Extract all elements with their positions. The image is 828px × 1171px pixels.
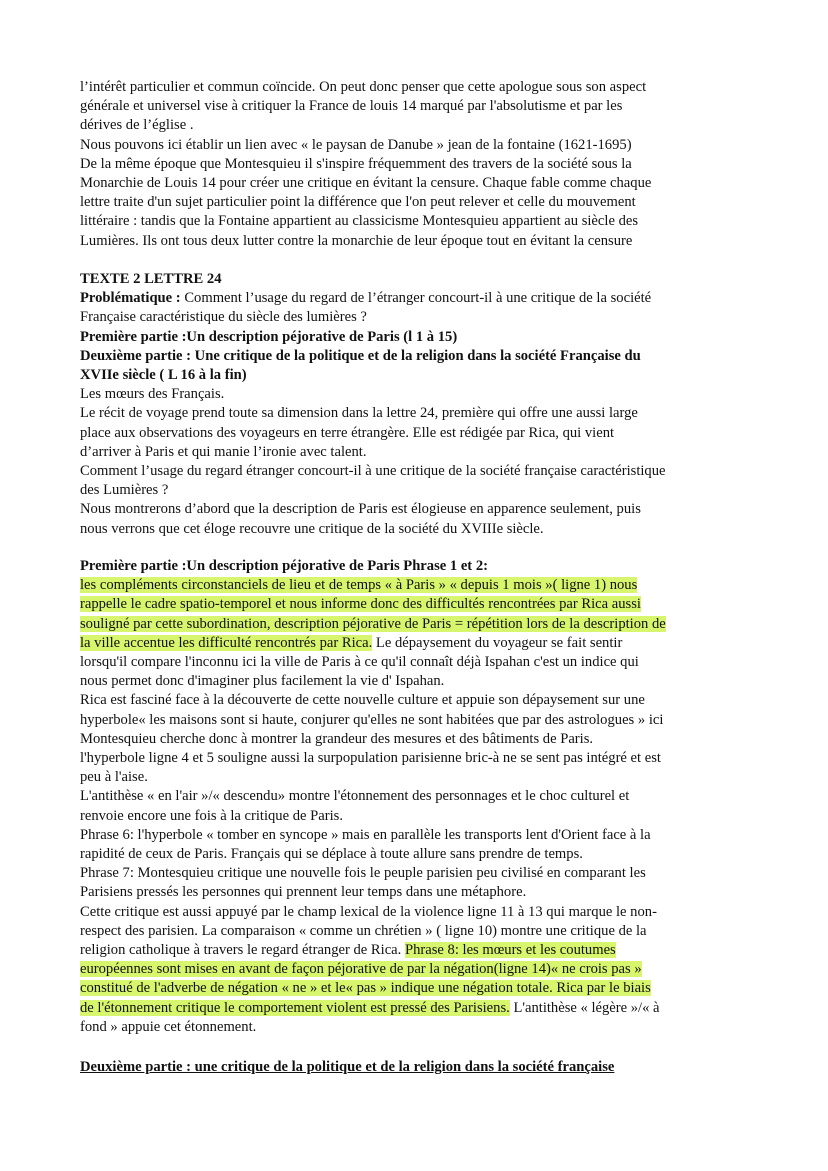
text-line: Phrase 6: l'hyperbole « tomber en syncope » mais en parallèle les transports lent d'Orient face à la <box>80 826 651 843</box>
highlighted-text: constitué de l'adverbe de négation « ne » et le« pas » indique une négation totale. Rica par le biais <box>80 980 651 997</box>
text-line: Rica est fasciné face à la découverte de cette nouvelle culture et appuie son dépaysement sur une <box>80 692 645 709</box>
text-line: L'antithèse « en l'air »/« descendu» montre l'étonnement des personnages et le choc culturel et <box>80 788 630 805</box>
text-line: lorsqu'il compare l'inconnu ici la ville de Paris à ce qu'il connaît déjà Ispahan c'est un indice qui <box>80 654 639 671</box>
text-line: respect des parisien. La comparaison « comme un chrétien » ( ligne 10) montre une critique de la <box>80 922 647 939</box>
highlighted-text: européennes sont mises en avant de façon péjorative de par la négation(ligne 14)« ne crois pas » <box>80 961 642 978</box>
highlighted-text: souligné par cette subordination, description péjorative de Paris = répétition lors de la description de <box>80 615 666 632</box>
text-line <box>80 615 760 634</box>
text-line: Nous montrerons d’abord que la description de Paris est élogieuse en apparence seulement, puis <box>80 501 641 518</box>
plain-text: L'antithèse « légère »/« à <box>509 999 660 1016</box>
text-line: Phrase 7: Montesquieu critique une nouvelle fois le peuple parisien peu civilisé en comparant les <box>80 865 646 882</box>
intro-paragraph <box>80 78 760 251</box>
texte2-section <box>80 270 760 539</box>
text-line: Française caractéristique du siècle des lumières ? <box>80 309 367 326</box>
highlighted-text: les compléments circonstanciels de lieu et de temps « à Paris » « depuis 1 mois »( ligne 1) nous <box>80 577 638 594</box>
text-line <box>80 979 760 998</box>
section-title: TEXTE 2 LETTRE 24 <box>80 271 222 287</box>
highlighted-text: la ville accentue les difficulté rencontrés par Rica. <box>80 634 373 651</box>
section-heading: Première partie :Un description péjorative de Paris Phrase 1 et 2: <box>80 558 488 574</box>
section1 <box>80 557 760 1037</box>
problematique-label: Problématique : <box>80 290 181 307</box>
text-line: dérives de l’église . <box>80 117 194 134</box>
text-line: nous permet donc d'imaginer plus facilement la vie d' Ispahan. <box>80 673 445 690</box>
text-line: l'hyperbole ligne 4 et 5 souligne aussi la surpopulation parisienne bric-à ne se sent pas intégré et est <box>80 750 661 767</box>
text-line: littéraire : tandis que la Fontaine appartient au classicisme Montesquieu appartient au siècle des <box>80 213 639 230</box>
highlighted-text: Phrase 8: les mœurs et les coutumes <box>404 942 616 959</box>
text-line: Nous pouvons ici établir un lien avec « le paysan de Danube » jean de la fontaine (1621-1695) <box>80 136 632 153</box>
text-line <box>80 634 760 653</box>
plan-part-2-cont: XVIIe siècle ( L 16 à la fin) <box>80 367 247 384</box>
text-line: lettre traite d'un sujet particulier point la différence que l'on peut relever et celle du mouvement <box>80 194 636 211</box>
text-line: renvoie encore une fois à la critique de Paris. <box>80 807 343 824</box>
text-line: Les mœurs des Français. <box>80 386 225 403</box>
text-line: place aux observations des voyageurs en terre étrangère. Elle est rédigée par Rica, qui vient <box>80 424 615 441</box>
text-line: nous verrons que cet éloge recouvre une critique de la société du XVIIIe siècle. <box>80 520 544 537</box>
text-line: générale et universel vise à critiquer la France de louis 14 marqué par l'absolutisme et par les <box>80 98 623 115</box>
plain-text: Le dépaysement du voyageur se fait sentir <box>372 634 623 651</box>
text-line: Le récit de voyage prend toute sa dimension dans la lettre 24, première qui offre une aussi large <box>80 405 638 422</box>
text-line: rapidité de ceux de Paris. Français qui se déplace à toute allure sans prendre de temps. <box>80 846 583 863</box>
highlighted-text: de l'étonnement critique le comportement violent est pressé des Parisiens. <box>80 999 510 1016</box>
text-line: Parisiens pressés les personnes qui prennent leur temps dans une métaphore. <box>80 884 527 901</box>
plan-part-1: Première partie :Un description péjorative de Paris (l 1 à 15) <box>80 328 458 345</box>
plain-text: religion catholique à travers le regard étranger de Rica. <box>80 942 405 959</box>
text-line: peu à l'aise. <box>80 769 148 786</box>
section-heading: Deuxième partie : une critique de la politique et de la religion dans la société française <box>80 1059 615 1075</box>
text-line: Montesquieu cherche donc à montrer la grandeur des mesures et des bâtiments de Paris. <box>80 730 594 747</box>
text-line: Monarchie de Louis 14 pour créer une critique en évitant la censure. Chaque fable comme chaque <box>80 175 652 192</box>
text-line: Cette critique est aussi appuyé par le champ lexical de la violence ligne 11 à 13 qui marque le non- <box>80 903 657 920</box>
text-line: l’intérêt particulier et commun coïncide. On peut donc penser que cette apologue sous son aspect <box>80 79 647 95</box>
text-line: Comment l’usage du regard étranger concourt-il à une critique de la société française caractéristique <box>80 463 666 480</box>
section2 <box>80 1058 760 1077</box>
text-line: des Lumières ? <box>80 482 169 499</box>
text-line: De la même époque que Montesquieu il s'inspire fréquemment des travers de la société sous la <box>80 155 632 172</box>
text-line <box>80 941 760 960</box>
text-line: Lumières. Ils ont tous deux lutter contre la monarchie de leur époque tout en évitant la censure <box>80 232 633 249</box>
plan-part-2: Deuxième partie : Une critique de la politique et de la religion dans la société Française du <box>80 347 641 364</box>
text-line: hyperbole« les maisons sont si haute, conjurer qu'elles ne sont habitées que par des astrologues » ici <box>80 711 664 728</box>
text-line <box>80 960 760 979</box>
text-line: fond » appuie cet étonnement. <box>80 1018 257 1035</box>
highlighted-text: rappelle le cadre spatio-temporel et nous informe donc des difficultés rencontrées par Rica aussi <box>80 596 641 613</box>
text-line <box>80 576 760 595</box>
text-line <box>80 999 760 1018</box>
problematique-text: Comment l’usage du regard de l’étranger concourt-il à une critique de la société <box>180 290 652 307</box>
text-line: d’arriver à Paris et qui manie l’ironie avec talent. <box>80 443 367 460</box>
text-line <box>80 595 760 614</box>
problematique-line <box>80 289 760 308</box>
